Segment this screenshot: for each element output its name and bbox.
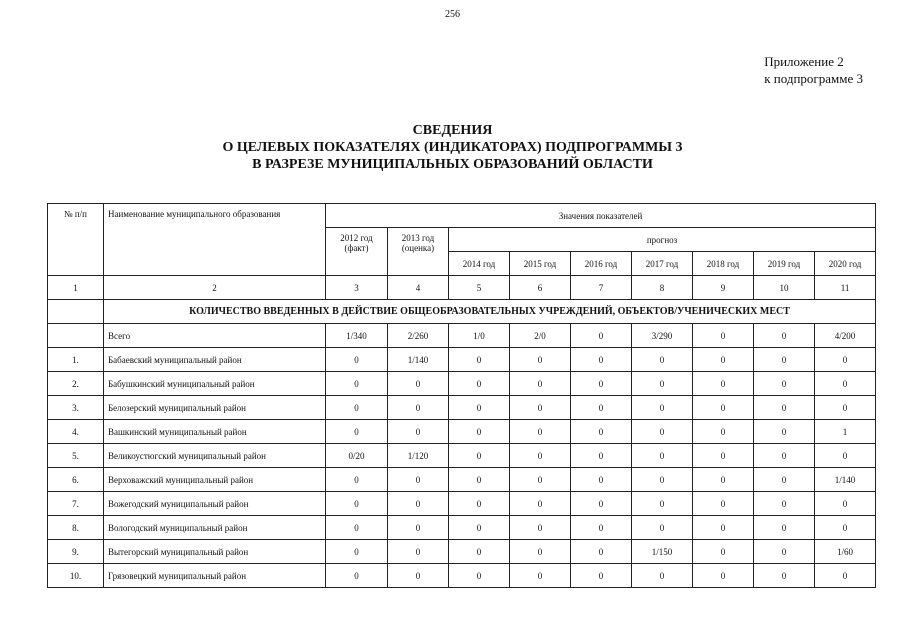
value-cell: 0 <box>510 348 571 372</box>
column-number-cell: 11 <box>815 276 876 300</box>
value-cell: 0 <box>510 396 571 420</box>
row-num-cell: 7. <box>48 492 104 516</box>
value-cell: 0 <box>449 372 510 396</box>
value-cell: 0 <box>632 444 693 468</box>
value-cell: 0 <box>388 540 449 564</box>
value-cell: 0 <box>693 468 754 492</box>
value-cell: 0 <box>754 420 815 444</box>
value-cell: 0 <box>326 492 388 516</box>
value-cell: 0 <box>693 324 754 348</box>
value-cell: 0 <box>388 372 449 396</box>
district-name-cell: Великоустюгский муниципальный район <box>104 444 326 468</box>
table-row <box>48 540 876 564</box>
value-cell: 0 <box>754 444 815 468</box>
column-number-cell: 10 <box>754 276 815 300</box>
value-cell: 0 <box>693 516 754 540</box>
value-cell: 1/140 <box>388 348 449 372</box>
district-name-cell: Вытегорский муниципальный район <box>104 540 326 564</box>
total-row <box>48 324 876 348</box>
value-cell: 0 <box>510 468 571 492</box>
title-line-2: О ЦЕЛЕВЫХ ПОКАЗАТЕЛЯХ (ИНДИКАТОРАХ) ПОДПРОГРАММЫ 3 <box>222 140 683 155</box>
header-year-cell: 2020 год <box>815 252 876 276</box>
section-title: КОЛИЧЕСТВО ВВЕДЕННЫХ В ДЕЙСТВИЕ ОБЩЕОБРАЗОВАТЕЛЬНЫХ УЧРЕЖДЕНИЙ, ОБЪЕКТОВ/УЧЕНИЧЕСКИХ МЕСТ <box>104 300 876 324</box>
value-cell: 0 <box>571 444 632 468</box>
value-cell: 0 <box>326 564 388 588</box>
value-cell: 0 <box>326 468 388 492</box>
value-cell: 0 <box>571 348 632 372</box>
row-num-cell: 1. <box>48 348 104 372</box>
value-cell: 0 <box>388 516 449 540</box>
value-cell: 0 <box>449 468 510 492</box>
value-cell: 0 <box>449 564 510 588</box>
column-number-cell: 9 <box>693 276 754 300</box>
header-estimate <box>388 228 449 276</box>
value-cell: 0 <box>326 420 388 444</box>
value-cell: 0 <box>754 396 815 420</box>
value-cell: 0 <box>815 372 876 396</box>
column-number-cell: 1 <box>48 276 104 300</box>
column-number-cell: 5 <box>449 276 510 300</box>
value-cell: 0 <box>632 564 693 588</box>
value-cell: 0 <box>693 420 754 444</box>
section-row <box>48 300 876 324</box>
district-name-cell: Грязовецкий муниципальный район <box>104 564 326 588</box>
row-num-cell <box>48 324 104 348</box>
appendix-note <box>764 53 863 87</box>
table-row <box>48 468 876 492</box>
value-cell: 0 <box>571 468 632 492</box>
row-num-cell: 5. <box>48 444 104 468</box>
value-cell: 0 <box>449 396 510 420</box>
row-num-cell: 6. <box>48 468 104 492</box>
value-cell: 0 <box>632 420 693 444</box>
page-number: 256 <box>445 9 460 20</box>
column-numbers-row <box>48 276 876 300</box>
column-number-cell: 2 <box>104 276 326 300</box>
table-row <box>48 396 876 420</box>
value-cell: 0 <box>388 396 449 420</box>
value-cell: 0 <box>754 468 815 492</box>
table-body <box>48 204 876 588</box>
value-cell: 0 <box>754 324 815 348</box>
table-row <box>48 420 876 444</box>
header-fact-year: 2012 год <box>340 233 373 243</box>
column-number-cell: 7 <box>571 276 632 300</box>
value-cell: 0 <box>326 372 388 396</box>
value-cell: 0 <box>510 564 571 588</box>
header-values: Значения показателей <box>326 204 876 228</box>
header-fact-note: (факт) <box>344 243 369 253</box>
district-name-cell: Вожегодский муниципальный район <box>104 492 326 516</box>
value-cell: 0 <box>449 444 510 468</box>
document-title <box>0 122 905 173</box>
value-cell: 0 <box>388 492 449 516</box>
value-cell: 1/140 <box>815 468 876 492</box>
table-row <box>48 564 876 588</box>
value-cell: 0 <box>510 420 571 444</box>
row-num-cell: 10. <box>48 564 104 588</box>
header-year-cell: 2016 год <box>571 252 632 276</box>
district-name-cell: Белозерский муниципальный район <box>104 396 326 420</box>
value-cell: 1 <box>815 420 876 444</box>
value-cell: 0 <box>632 372 693 396</box>
value-cell: 0 <box>510 492 571 516</box>
value-cell: 0 <box>510 540 571 564</box>
header-forecast: прогноз <box>449 228 876 252</box>
value-cell: 0 <box>571 396 632 420</box>
table-row <box>48 348 876 372</box>
value-cell: 0 <box>754 564 815 588</box>
value-cell: 0 <box>449 420 510 444</box>
district-name-cell: Вологодский муниципальный район <box>104 516 326 540</box>
value-cell: 1/150 <box>632 540 693 564</box>
value-cell: 0 <box>449 516 510 540</box>
indicators-table <box>47 203 876 588</box>
value-cell: 0 <box>815 444 876 468</box>
table-row <box>48 444 876 468</box>
value-cell: 0 <box>754 492 815 516</box>
row-num-cell: 2. <box>48 372 104 396</box>
table-row <box>48 492 876 516</box>
value-cell: 0 <box>632 396 693 420</box>
value-cell: 0 <box>693 492 754 516</box>
header-year-cell: 2018 год <box>693 252 754 276</box>
value-cell: 0 <box>815 564 876 588</box>
appendix-line-1: Приложение 2 <box>764 54 844 69</box>
value-cell: 0 <box>815 348 876 372</box>
value-cell: 3/290 <box>632 324 693 348</box>
header-fact <box>326 228 388 276</box>
header-year-cell: 2017 год <box>632 252 693 276</box>
header-row-1 <box>48 204 876 228</box>
column-number-cell: 6 <box>510 276 571 300</box>
row-num-cell: 4. <box>48 420 104 444</box>
value-cell: 0 <box>571 540 632 564</box>
value-cell: 0 <box>815 492 876 516</box>
value-cell: 0 <box>571 492 632 516</box>
value-cell: 2/0 <box>510 324 571 348</box>
value-cell: 0 <box>632 492 693 516</box>
value-cell: 0 <box>326 396 388 420</box>
table-row <box>48 372 876 396</box>
value-cell: 0/20 <box>326 444 388 468</box>
value-cell: 0 <box>754 372 815 396</box>
value-cell: 1/120 <box>388 444 449 468</box>
value-cell: 0 <box>693 396 754 420</box>
row-num-cell: 8. <box>48 516 104 540</box>
header-estimate-year: 2013 год <box>401 233 435 243</box>
column-number-cell: 3 <box>326 276 388 300</box>
value-cell: 0 <box>510 516 571 540</box>
value-cell: 0 <box>571 372 632 396</box>
header-year-cell: 2014 год <box>449 252 510 276</box>
value-cell: 1/60 <box>815 540 876 564</box>
appendix-line-2: к подпрограмме 3 <box>764 71 863 86</box>
value-cell: 0 <box>571 564 632 588</box>
table-row <box>48 516 876 540</box>
value-cell: 0 <box>571 420 632 444</box>
column-number-cell: 4 <box>388 276 449 300</box>
value-cell: 0 <box>510 444 571 468</box>
value-cell: 0 <box>388 468 449 492</box>
value-cell: 0 <box>693 540 754 564</box>
district-name-cell: Бабаевский муниципальный район <box>104 348 326 372</box>
district-name-cell: Верховажский муниципальный район <box>104 468 326 492</box>
value-cell: 0 <box>449 348 510 372</box>
value-cell: 0 <box>449 540 510 564</box>
header-name: Наименование муниципального образования <box>104 204 326 276</box>
value-cell: 0 <box>815 396 876 420</box>
section-num <box>48 300 104 324</box>
district-name-cell: Бабушкинский муниципальный район <box>104 372 326 396</box>
value-cell: 1/340 <box>326 324 388 348</box>
district-name-cell: Вашкинский муниципальный район <box>104 420 326 444</box>
value-cell: 0 <box>571 516 632 540</box>
value-cell: 0 <box>754 348 815 372</box>
row-num-cell: 9. <box>48 540 104 564</box>
value-cell: 0 <box>632 516 693 540</box>
value-cell: 0 <box>449 492 510 516</box>
value-cell: 0 <box>326 348 388 372</box>
header-estimate-note: (оценка) <box>401 243 435 253</box>
value-cell: 0 <box>326 540 388 564</box>
value-cell: 1/0 <box>449 324 510 348</box>
value-cell: 2/260 <box>388 324 449 348</box>
value-cell: 0 <box>693 348 754 372</box>
header-year-cell: 2015 год <box>510 252 571 276</box>
value-cell: 0 <box>326 516 388 540</box>
value-cell: 0 <box>693 444 754 468</box>
value-cell: 0 <box>632 348 693 372</box>
value-cell: 0 <box>754 540 815 564</box>
title-line-1: СВЕДЕНИЯ <box>412 123 493 138</box>
row-num-cell: 3. <box>48 396 104 420</box>
value-cell: 0 <box>815 516 876 540</box>
value-cell: 0 <box>388 420 449 444</box>
header-num: № п/п <box>48 204 104 276</box>
column-number-cell: 8 <box>632 276 693 300</box>
value-cell: 4/200 <box>815 324 876 348</box>
value-cell: 0 <box>510 372 571 396</box>
value-cell: 0 <box>632 468 693 492</box>
title-line-3: В РАЗРЕЗЕ МУНИЦИПАЛЬНЫХ ОБРАЗОВАНИЙ ОБЛАСТИ <box>252 157 653 172</box>
value-cell: 0 <box>693 372 754 396</box>
total-label: Всего <box>104 324 326 348</box>
value-cell: 0 <box>571 324 632 348</box>
header-year-cell: 2019 год <box>754 252 815 276</box>
value-cell: 0 <box>388 564 449 588</box>
value-cell: 0 <box>693 564 754 588</box>
value-cell: 0 <box>754 516 815 540</box>
